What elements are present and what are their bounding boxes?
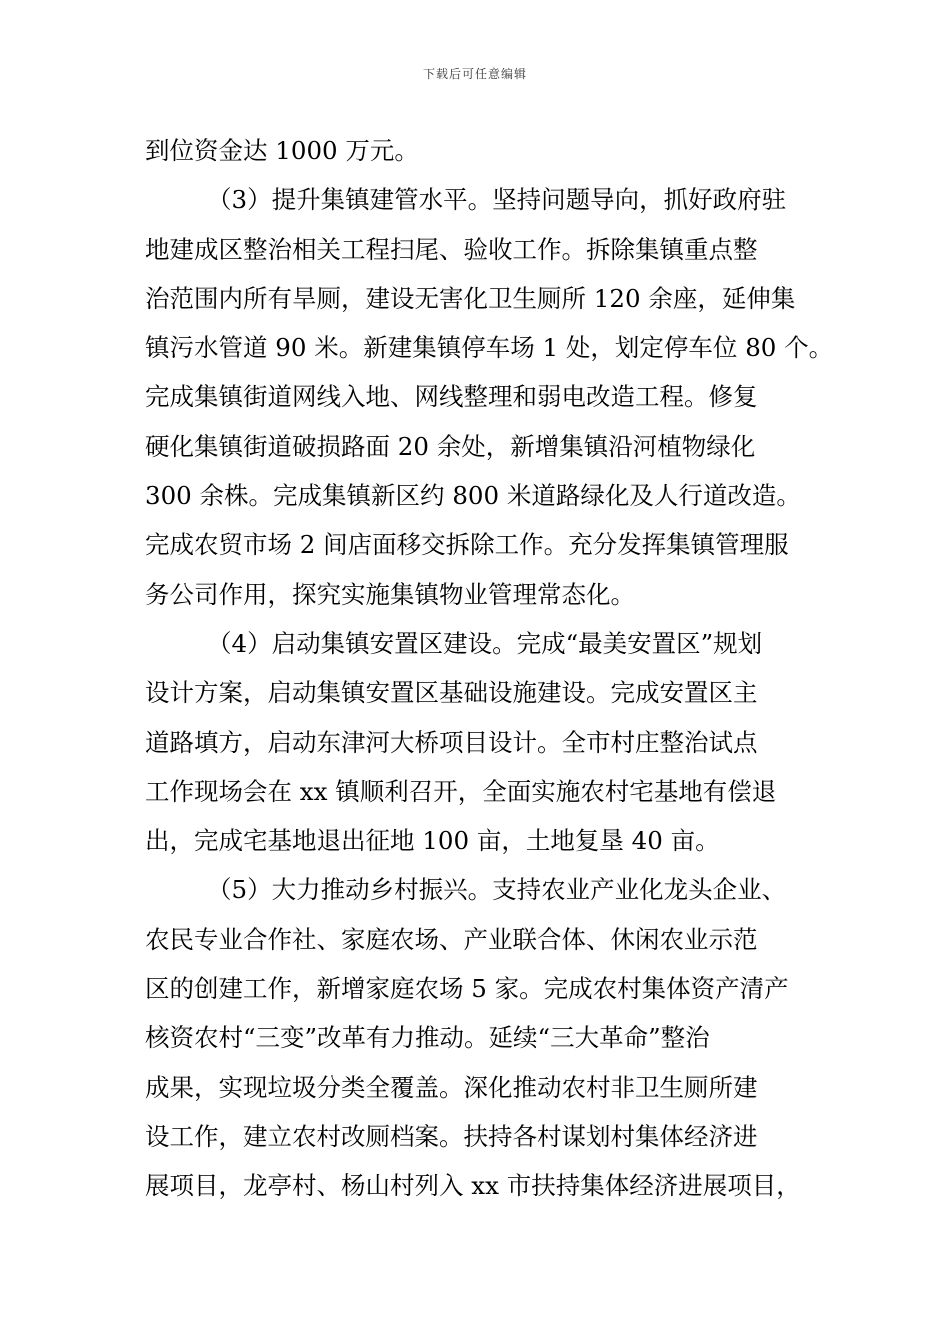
text-line: 区的创建工作，新增家庭农场 5 家。完成农村集体资产清产: [145, 974, 789, 1004]
text-line: 展项目，龙亭村、杨山村列入 xx 市扶持集体经济进展项目，: [145, 1171, 801, 1201]
paragraph-start-line: （4）启动集镇安置区建设。完成“最美安置区”规划: [207, 628, 763, 658]
text-line: 设工作，建立农村改厕档案。扶持各村谋划村集体经济进: [145, 1121, 758, 1151]
page-header: 下载后可任意编辑: [422, 67, 527, 81]
text-line: 完成农贸市场 2 间店面移交拆除工作。充分发挥集镇管理服: [145, 530, 789, 560]
text-line: 务公司作用，探究实施集镇物业管理常态化。: [145, 579, 635, 609]
body-text: [145, 126, 835, 1211]
text-line: 治范围内所有旱厕，建设无害化卫生厕所 120 余座，延伸集: [145, 283, 796, 313]
text-line: 到位资金达 1000 万元。: [145, 136, 419, 165]
text-line: 农民专业合作社、家庭农场、产业联合体、休闲农业示范: [145, 924, 758, 954]
text-line: 核资农村“三变”改革有力推动。延续“三大革命”整治: [145, 1023, 710, 1053]
paragraph-start-line: （5）大力推动乡村振兴。支持农业产业化龙头企业、: [207, 875, 787, 905]
text-line: 工作现场会在 xx 镇顺利召开，全面实施农村宅基地有偿退: [145, 776, 777, 806]
text-line: 设计方案，启动集镇安置区基础设施建设。完成安置区主: [145, 678, 758, 708]
text-line: 镇污水管道 90 米。新建集镇停车场 1 处，划定停车位 80 个。: [145, 333, 834, 363]
text-line: 成果，实现垃圾分类全覆盖。深化推动农村非卫生厕所建: [145, 1072, 758, 1102]
text-line: 地建成区整治相关工程扫尾、验收工作。拆除集镇重点整: [145, 234, 758, 264]
text-line: 完成集镇街道网线入地、网线整理和弱电改造工程。修复: [145, 382, 758, 412]
text-line: 出，完成宅基地退出征地 100 亩，土地复垦 40 亩。: [145, 826, 720, 856]
text-line: 道路填方，启动东津河大桥项目设计。全市村庄整治试点: [145, 727, 758, 757]
text-line: 硬化集镇街道破损路面 20 余处，新增集镇沿河植物绿化: [145, 431, 756, 461]
paragraph-start-line: （3）提升集镇建管水平。坚持问题导向，抓好政府驻: [207, 185, 787, 215]
text-line: 300 余株。完成集镇新区约 800 米道路绿化及人行道改造。: [145, 481, 801, 511]
